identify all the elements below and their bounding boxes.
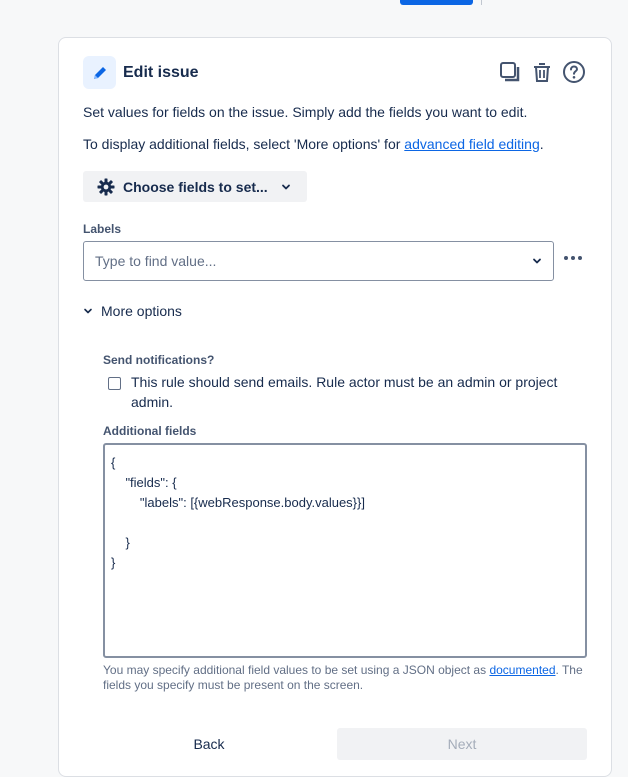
trash-icon: [531, 61, 553, 83]
back-button[interactable]: Back: [193, 736, 225, 752]
help-prefix: You may specify additional field values to be set using a JSON object as: [103, 663, 490, 677]
pencil-icon: [83, 56, 116, 89]
description-line-1: Set values for fields on the issue. Simply add the fields you want to edit.: [83, 104, 528, 120]
help-button[interactable]: [561, 59, 587, 85]
labels-input[interactable]: [93, 252, 531, 270]
delete-button[interactable]: [529, 59, 555, 85]
documented-link[interactable]: documented: [489, 663, 556, 677]
duplicate-icon: [499, 61, 521, 83]
send-notifications-label: Send notifications?: [103, 353, 215, 367]
next-button[interactable]: Next: [337, 728, 587, 760]
description-line-2: [83, 136, 544, 152]
header-actions: [497, 59, 587, 85]
more-icon: [563, 255, 583, 261]
edit-issue-card: [58, 37, 612, 777]
labels-more-button[interactable]: [561, 248, 585, 268]
description-suffix: .: [539, 136, 544, 152]
choose-fields-button[interactable]: [83, 171, 307, 202]
top-divider: [481, 0, 482, 5]
send-notifications-checkbox-label: This rule should send emails. Rule actor must be an admin or project admin.: [131, 374, 558, 410]
additional-fields-label: Additional fields: [103, 424, 197, 438]
send-notifications-checkbox[interactable]: [108, 377, 121, 390]
chevron-down-icon: [531, 255, 543, 267]
top-primary-button[interactable]: [400, 0, 473, 5]
chevron-down-icon: [280, 181, 292, 193]
send-notifications-row: [108, 372, 578, 412]
duplicate-button[interactable]: [497, 59, 523, 85]
description-prefix: To display additional fields, select 'More options' for: [83, 136, 405, 152]
labels-select[interactable]: [83, 241, 554, 281]
help-suffix: . The fields you specify must be present on the screen.: [103, 663, 583, 692]
page-title: Edit issue: [123, 64, 199, 81]
choose-fields-label: Choose fields to set...: [123, 178, 268, 195]
more-options-toggle[interactable]: [83, 303, 182, 319]
chevron-down-icon: [83, 306, 93, 316]
more-options-label: More options: [101, 303, 182, 319]
help-icon: [562, 60, 586, 84]
labels-field-label: Labels: [83, 222, 122, 236]
advanced-field-editing-link[interactable]: advanced field editing: [404, 136, 540, 152]
additional-fields-textarea[interactable]: [103, 443, 587, 658]
gear-icon: [97, 178, 115, 196]
card-header: [83, 56, 587, 90]
additional-fields-help: [103, 663, 593, 693]
